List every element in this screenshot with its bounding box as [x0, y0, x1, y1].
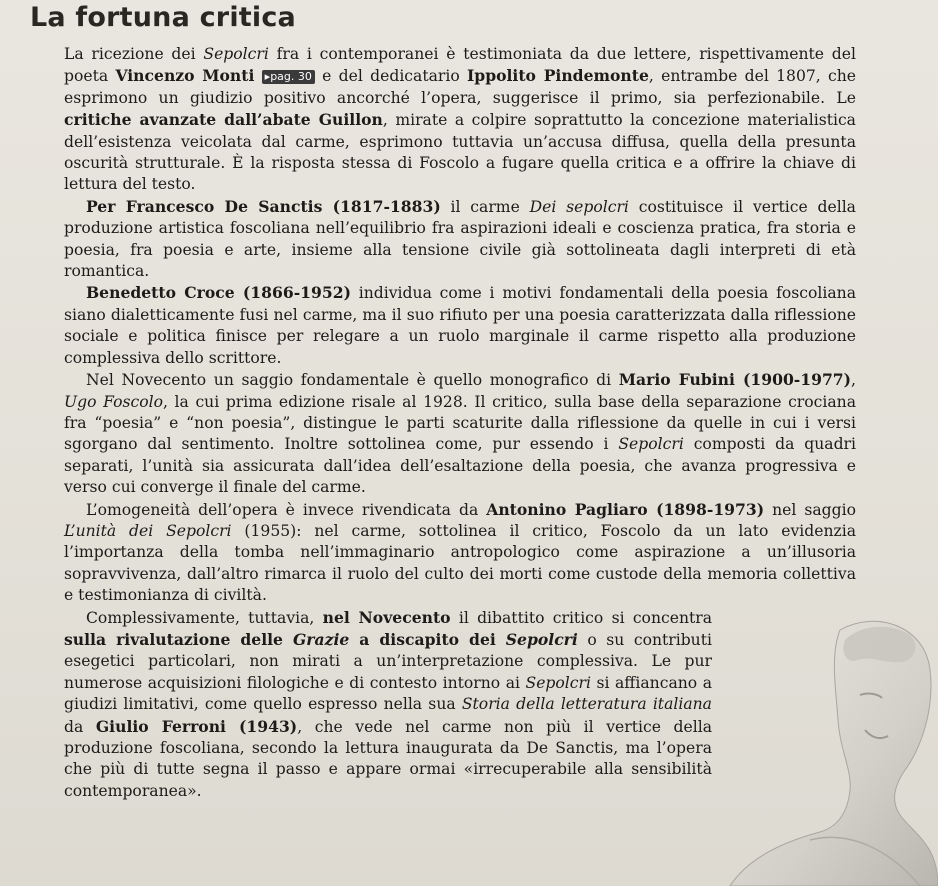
text-run: da: [64, 717, 96, 736]
critic-name: Benedetto Croce (1866-1952): [86, 283, 351, 303]
work-title: Grazie: [292, 629, 350, 649]
page-reference-label: pag. 30: [270, 70, 312, 84]
text-run: composti da quadri separati, l’unità sia assicurata dall’idea dell’esaltazione della poesia, che avanza progressiva e verso cui converge il finale del carme.: [64, 435, 856, 497]
text-run: , entrambe del 1807, che esprimono un giudizio positivo ancorché l’opera, suggerisce il primo, sia perfezionabile. Le: [64, 67, 857, 107]
emphasis: nel Novecento: [322, 607, 451, 627]
page-title: La fortuna critica: [30, 2, 296, 33]
paragraph-novecento: [64, 607, 712, 803]
text-run: L’omogeneità dell’opera è invece rivendicata da: [86, 500, 487, 519]
text-run: Complessivamente, tuttavia,: [86, 608, 323, 627]
critic-name: Per Francesco De Sanctis (1817-1883): [86, 196, 441, 216]
text-run: ,: [851, 371, 857, 390]
text-run: nel saggio: [764, 500, 857, 519]
text-run: , la cui prima edizione risale al 1928. Il critico, sulla base della separazione crociana fra “poesia” e “non poesia”, distingue le parti scaturite dalla riflessione da quelle in cui i versi sgorgano dal sentimento. Inoltre sottolinea come, pur essendo i: [64, 392, 856, 454]
critic-name: Vincenzo Monti: [115, 66, 255, 86]
paragraph-fubini: [64, 369, 856, 498]
paragraph-croce: [64, 282, 856, 369]
work-title: L’unità dei Sepolcri: [64, 521, 232, 540]
critic-name: critiche avanzate dall’abate Guillon: [64, 110, 383, 130]
text-run: , mirate a colpire soprattutto la concezione materialistica dell’esistenza veicolata dal carme, esprimono tuttavia un’accusa diffusa, quella della presunta oscurità strutturale. È la risposta stessa di Foscolo a fugare quella critica e a offrire la chiave di lettura del testo.: [64, 111, 856, 194]
paragraph-reception: [64, 44, 856, 196]
text-run: costituisce il vertice della produzione artistica foscoliana nell’equilibrio fra aspirazioni ideali e coscienza pratica, fra storia e poesia, fra poesia e arte, insieme alla tensione civile già sottolineata dagli interpreti di età romantica.: [64, 197, 856, 281]
text-run: , che vede nel carme non più il vertice della produzione foscoliana, secondo la lettura inaugurata da De Sanctis, ma l’opera che più di tutte segna il passo e appare ormai «irrecuperabile alla sensibilità contemporanea».: [64, 717, 712, 800]
work-title: Sepolcri: [525, 673, 591, 692]
text-run: fra i contemporanei è testimoniata da due lettere, rispettivamente del poeta: [64, 45, 856, 86]
work-title: Sepolcri: [618, 435, 684, 454]
critic-name: Giulio Ferroni (1943): [95, 716, 298, 736]
paragraph-pagliaro: [64, 499, 856, 607]
text-run: individua come i motivi fondamentali della poesia foscoliana siano dialetticamente fusi nel carme, ma il suo rifiuto per una poesia caratterizzata dalla riflessione sociale e politica finisce per relegare a un ruolo marginale il carme rispetto alla produzione complessiva dello scrittore.: [64, 284, 856, 367]
critic-name: Antonino Pagliaro (1898-1973): [486, 499, 765, 519]
emphasis: sulla rivalutazione delle: [64, 629, 293, 649]
text-run: (1955): nel carme, sottolinea il critico, Foscolo da un lato evidenzia l’importanza della tomba nell’immaginario antropologico come aspirazione a un’illusoria sopravvivenza, dall’altro rimarca il ruolo del culto dei morti come custode della memoria collettiva e testimonianza di civiltà.: [64, 521, 857, 605]
work-title: Dei sepolcri: [529, 197, 629, 216]
text-run: La ricezione dei: [64, 45, 204, 63]
work-title: Storia della letteratura italiana: [461, 695, 712, 714]
text-run: e del dedicatario: [314, 67, 467, 86]
text-run: il dibattito critico si concentra: [450, 608, 713, 627]
critic-name: Ippolito Pindemonte: [467, 66, 649, 86]
text-run: Nel Novecento un saggio fondamentale è quello monografico di: [86, 371, 619, 390]
paragraph-de-sanctis: [64, 196, 856, 283]
emphasis: a discapito dei: [349, 629, 506, 649]
foscolo-bust-image: [690, 600, 938, 886]
critic-name: Mario Fubini (1900-1977): [618, 370, 852, 390]
work-title: Sepolcri: [203, 45, 269, 63]
page-reference-link[interactable]: ▸pag. 30: [262, 70, 315, 84]
text-run: il carme: [440, 197, 530, 216]
work-title: Ugo Foscolo: [64, 392, 163, 411]
text-run: si affiancano a giudizi limitativi, come quello espresso nella sua: [64, 673, 712, 714]
work-title: Sepolcri: [505, 629, 578, 649]
text-run: o su contributi esegetici particolari, non mirati a un’interpretazione complessiva. Le pur numerose acquisizioni filologiche e di contesto intorno ai: [64, 630, 712, 692]
